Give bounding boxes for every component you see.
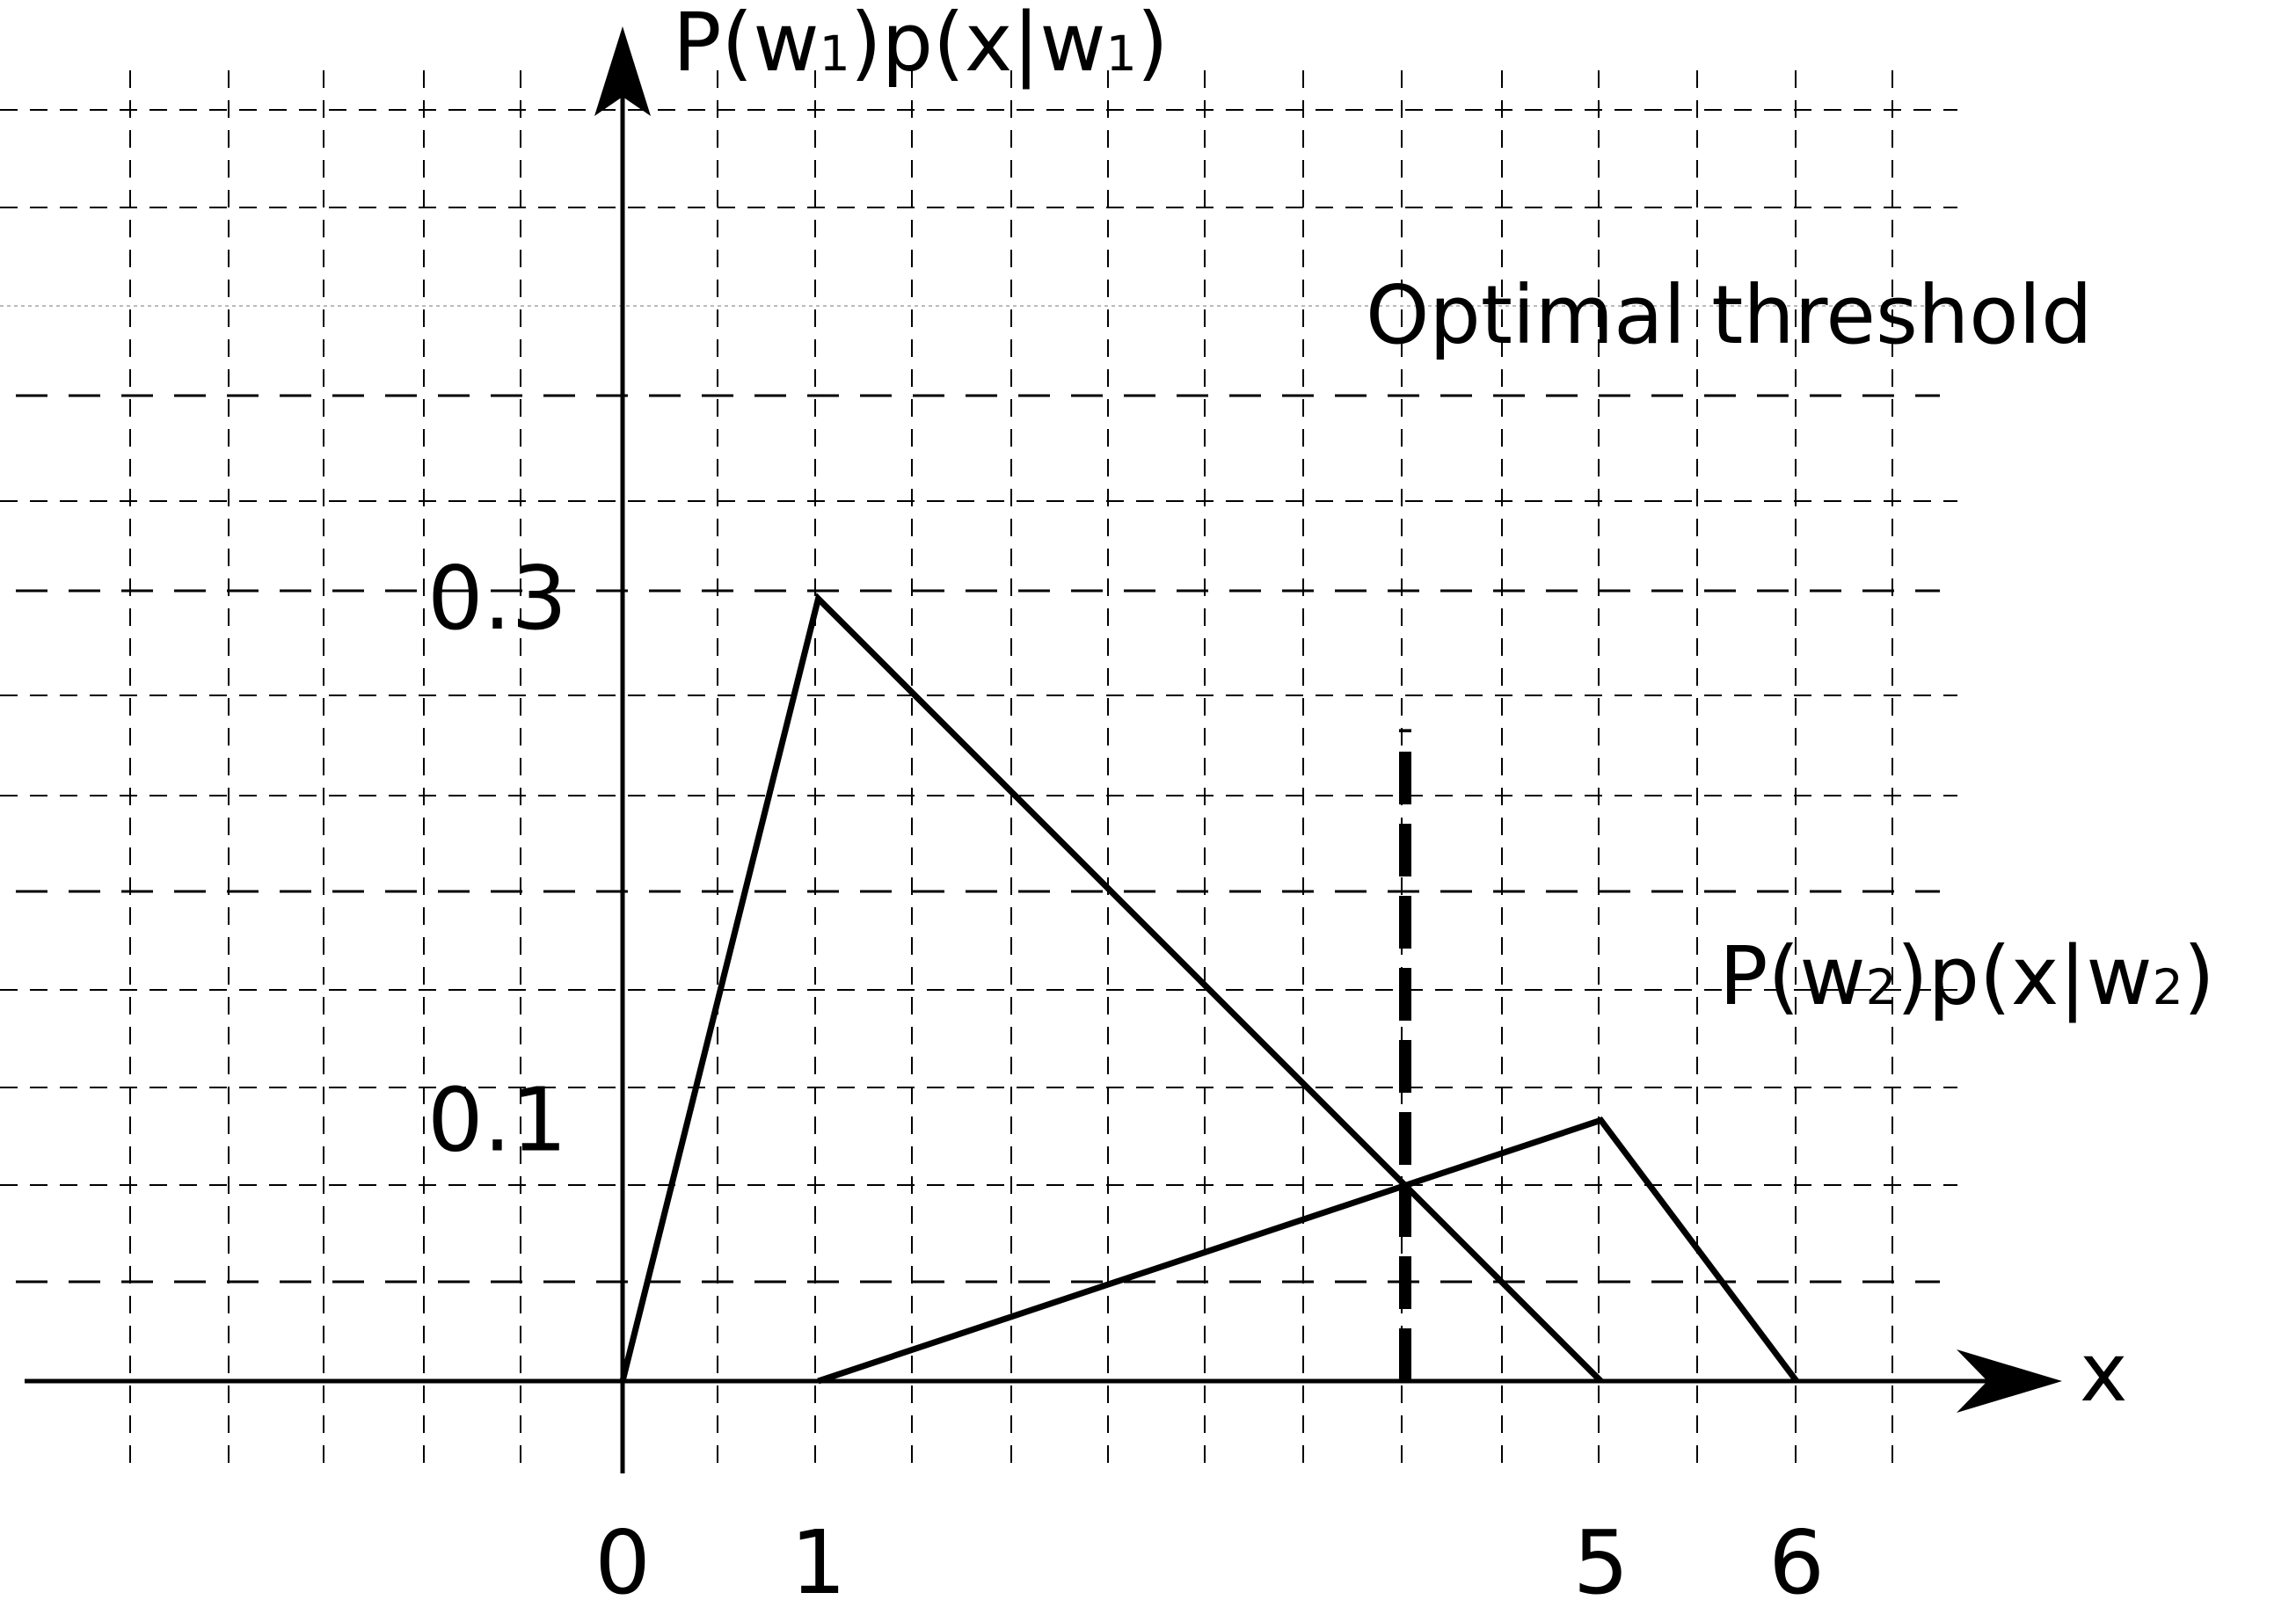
series-w2-label-mid: )p(x|w (1896, 929, 2153, 1023)
threshold-label: Optimal threshold (1366, 268, 2093, 362)
x-tick-label: 6 (1768, 1511, 1825, 1600)
series-w2-label-sub1: 2 (1865, 960, 1897, 1016)
y-axis-label-mid: )p(x|w (849, 0, 1106, 90)
series-w2-label (1719, 929, 2215, 1023)
series-w2-line (819, 1120, 1797, 1381)
labels (427, 0, 2215, 1600)
y-tick-label: 0.1 (426, 1068, 567, 1172)
y-axis-label-end: ) (1136, 0, 1169, 90)
y-axis-label (673, 0, 1169, 90)
x-tick-label: 1 (790, 1511, 847, 1600)
series-w2-label-end: ) (2183, 929, 2215, 1023)
x-tick-label: 5 (1572, 1511, 1629, 1600)
y-axis-label-sub1: 1 (819, 26, 850, 83)
series-w2-label-sub2: 2 (2152, 960, 2183, 1016)
axes (25, 26, 2062, 1473)
y-axis-label-sub2: 1 (1105, 26, 1137, 83)
y-axis-label-main: P(w (673, 0, 820, 90)
series-w2-label-main: P(w (1719, 929, 1866, 1023)
x-axis-label: x (2080, 1326, 2128, 1420)
x-tick-label: 0 (594, 1511, 651, 1600)
y-tick-label: 0.3 (426, 546, 567, 650)
